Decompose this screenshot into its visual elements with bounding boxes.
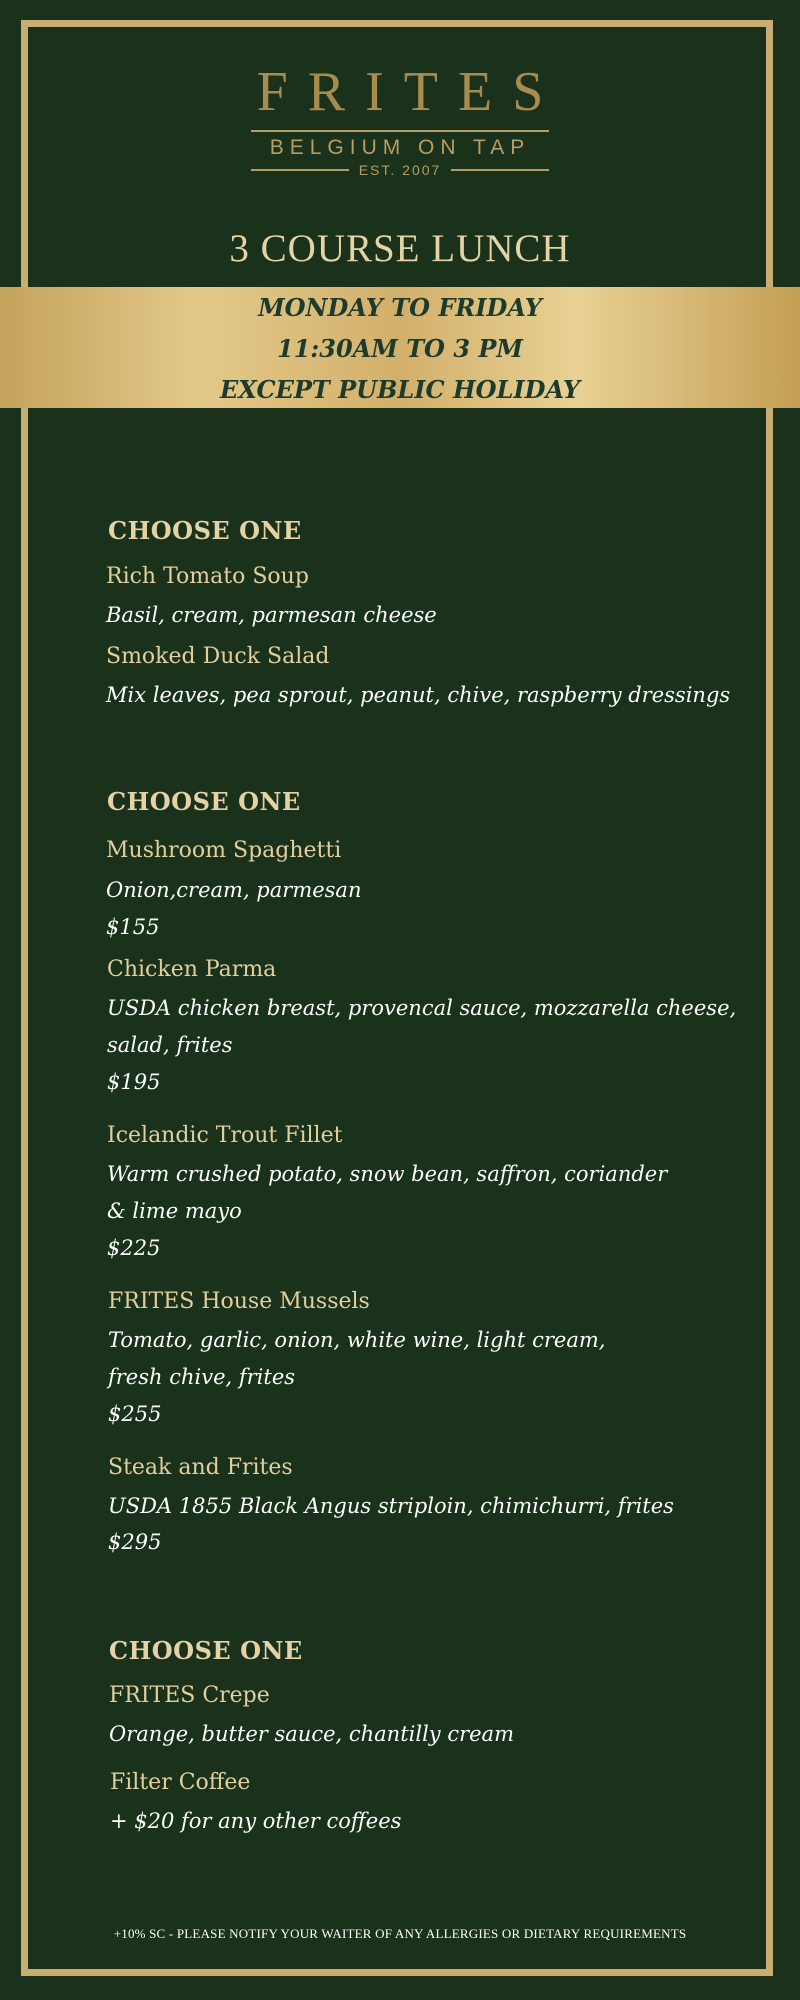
dish-name: Rich Tomato Soup (106, 564, 309, 589)
dish-name: Steak and Frites (108, 1455, 293, 1480)
dish-name: FRITES Crepe (109, 1683, 270, 1708)
logo-rule-left (251, 169, 349, 171)
dish-description: Warm crushed potato, snow bean, saffron, coriander & lime mayo (107, 1162, 668, 1223)
banner-exception: EXCEPT PUBLIC HOLIDAY (219, 375, 581, 404)
dish-description: Mix leaves, pea sprout, peanut, chive, raspberry dressings (106, 683, 731, 707)
menu-title: 3 COURSE LUNCH (229, 227, 571, 270)
logo-established: EST. 2007 (358, 162, 442, 178)
section-heading-desserts: CHOOSE ONE (109, 1636, 303, 1665)
section-heading-starters: CHOOSE ONE (108, 516, 302, 545)
banner-hours: 11:30AM TO 3 PM (277, 334, 523, 363)
dish-description: + $20 for any other coffees (110, 1809, 402, 1833)
dish-price: $195 (107, 1070, 161, 1094)
dish-description: Orange, butter sauce, chantilly cream (109, 1722, 514, 1746)
dish-name: Chicken Parma (107, 957, 277, 982)
dish-description: Tomato, garlic, onion, white wine, light cream, fresh chive, frites (108, 1328, 606, 1389)
logo-tagline: BELGIUM ON TAP (251, 130, 549, 160)
dish-description: USDA chicken breast, provencal sauce, mozzarella cheese, salad, frites (107, 996, 737, 1057)
dish-name: Mushroom Spaghetti (106, 838, 342, 863)
dish-description: Onion,cream, parmesan (106, 878, 362, 902)
logo-name: FRITES (256, 61, 564, 123)
availability-banner (0, 287, 800, 408)
logo-established-row (251, 162, 549, 178)
dish-price: $225 (107, 1236, 161, 1260)
dish-name: Filter Coffee (110, 1770, 251, 1795)
dish-price: $255 (108, 1402, 162, 1426)
dish-name: FRITES House Mussels (108, 1289, 370, 1314)
dish-description: USDA 1855 Black Angus striploin, chimichurri, frites (108, 1494, 674, 1518)
dish-name: Icelandic Trout Fillet (107, 1123, 343, 1148)
dish-description: Basil, cream, parmesan cheese (106, 603, 437, 627)
dish-price: $295 (108, 1530, 162, 1554)
section-heading-mains: CHOOSE ONE (107, 787, 301, 816)
dish-name: Smoked Duck Salad (106, 644, 330, 669)
dish-price: $155 (106, 915, 160, 939)
frites-logo (0, 62, 800, 178)
banner-days: MONDAY TO FRIDAY (258, 293, 542, 322)
logo-rule-right (451, 169, 549, 171)
footer-note: +10% SC - PLEASE NOTIFY YOUR WAITER OF ANY ALLERGIES OR DIETARY REQUIREMENTS (113, 1926, 687, 1941)
